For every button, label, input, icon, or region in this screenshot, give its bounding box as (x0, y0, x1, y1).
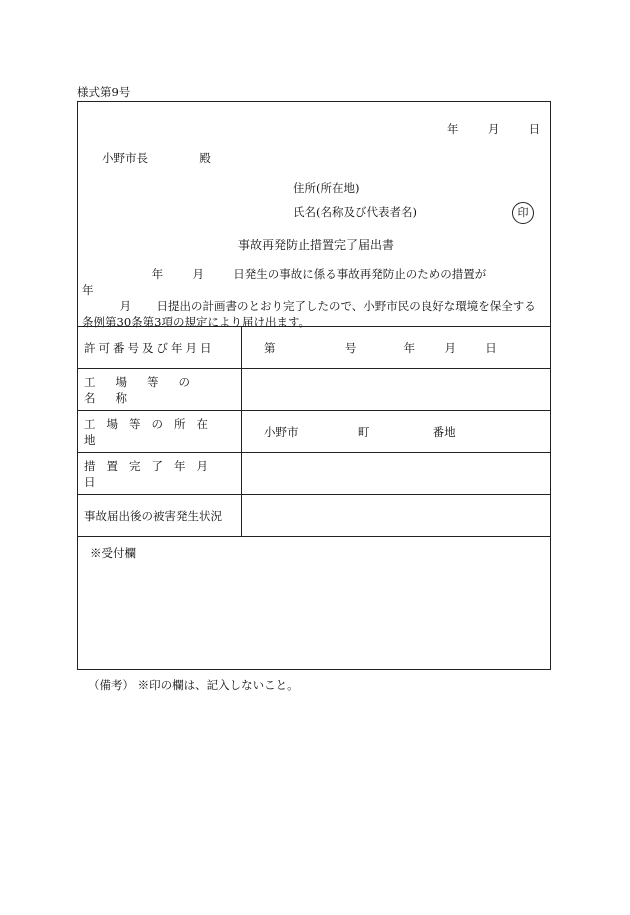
completion-date-field[interactable] (242, 453, 551, 495)
addressee (102, 150, 211, 166)
factory-location-field[interactable] (242, 411, 551, 453)
table-row (78, 411, 550, 453)
body-month-1: 月 (192, 267, 204, 281)
addressee-honorific: 殿 (199, 151, 211, 165)
row-label (78, 453, 242, 495)
permit-go: 号 (344, 340, 357, 355)
body-line-2 (82, 298, 548, 314)
table-row (78, 453, 550, 495)
table-row (78, 495, 550, 537)
row-label (78, 369, 242, 411)
location-town: 町 (357, 424, 370, 439)
reception-area (78, 539, 550, 669)
name-label: 氏名(名称及び代表者名) (293, 205, 417, 219)
document-title: 事故再発防止措置完了届出書 (238, 238, 395, 252)
remarks-label: （備考） (88, 678, 134, 692)
location-city: 小野市 (264, 424, 299, 439)
address-label: 住所(所在地) (293, 181, 360, 195)
factory-location-label: 工場等の所在地 (84, 416, 219, 447)
permit-year: 年 (403, 340, 416, 355)
body-text-2: 日提出の計画書のとおり完了したので、小野市民の良好な環境を保全する (156, 299, 536, 313)
row-label (78, 411, 242, 453)
remarks (88, 677, 299, 693)
location-banchi: 番地 (432, 424, 456, 439)
details-table (78, 326, 550, 537)
addressee-name: 小野市長 (102, 151, 148, 165)
permit-month: 月 (444, 340, 456, 355)
permit-dai: 第 (264, 340, 276, 355)
row-label (78, 327, 242, 369)
body-text-1: 日発生の事故に係る事故再発防止のための措置が (233, 267, 487, 281)
completion-date-label: 措置完了年月日 (84, 458, 219, 489)
permit-value-field[interactable] (242, 327, 551, 369)
factory-name-label: 工場等の名称 (84, 374, 210, 405)
reception-label: ※受付欄 (90, 546, 136, 560)
factory-name-field[interactable] (242, 369, 551, 411)
body-year-2: 年 (82, 283, 94, 297)
body-month-2: 月 (119, 299, 132, 313)
damage-status-label: 事故届出後の被害発生状況 (84, 508, 222, 523)
seal-mark: 印 (512, 202, 534, 224)
table-row (78, 369, 550, 411)
form-number: 様式第9号 (77, 85, 131, 99)
body-line-3: 条例第30条第3項の規定により届け出ます。 (82, 315, 311, 329)
form-frame (77, 101, 551, 670)
table-row (78, 327, 550, 369)
body-line-1 (82, 266, 548, 298)
row-label (78, 495, 242, 537)
body-year-1: 年 (151, 267, 164, 281)
permit-day: 日 (485, 340, 497, 355)
remarks-text: ※印の欄は、記入しないこと。 (137, 678, 299, 692)
date-month-label: 月 (487, 122, 500, 136)
permit-label: 許可番号及び年月日 (84, 340, 215, 355)
date-year-label: 年 (447, 122, 459, 136)
date-day-label: 日 (528, 122, 541, 136)
submission-date (447, 121, 540, 137)
body-text (82, 266, 548, 330)
damage-status-field[interactable] (242, 495, 551, 537)
